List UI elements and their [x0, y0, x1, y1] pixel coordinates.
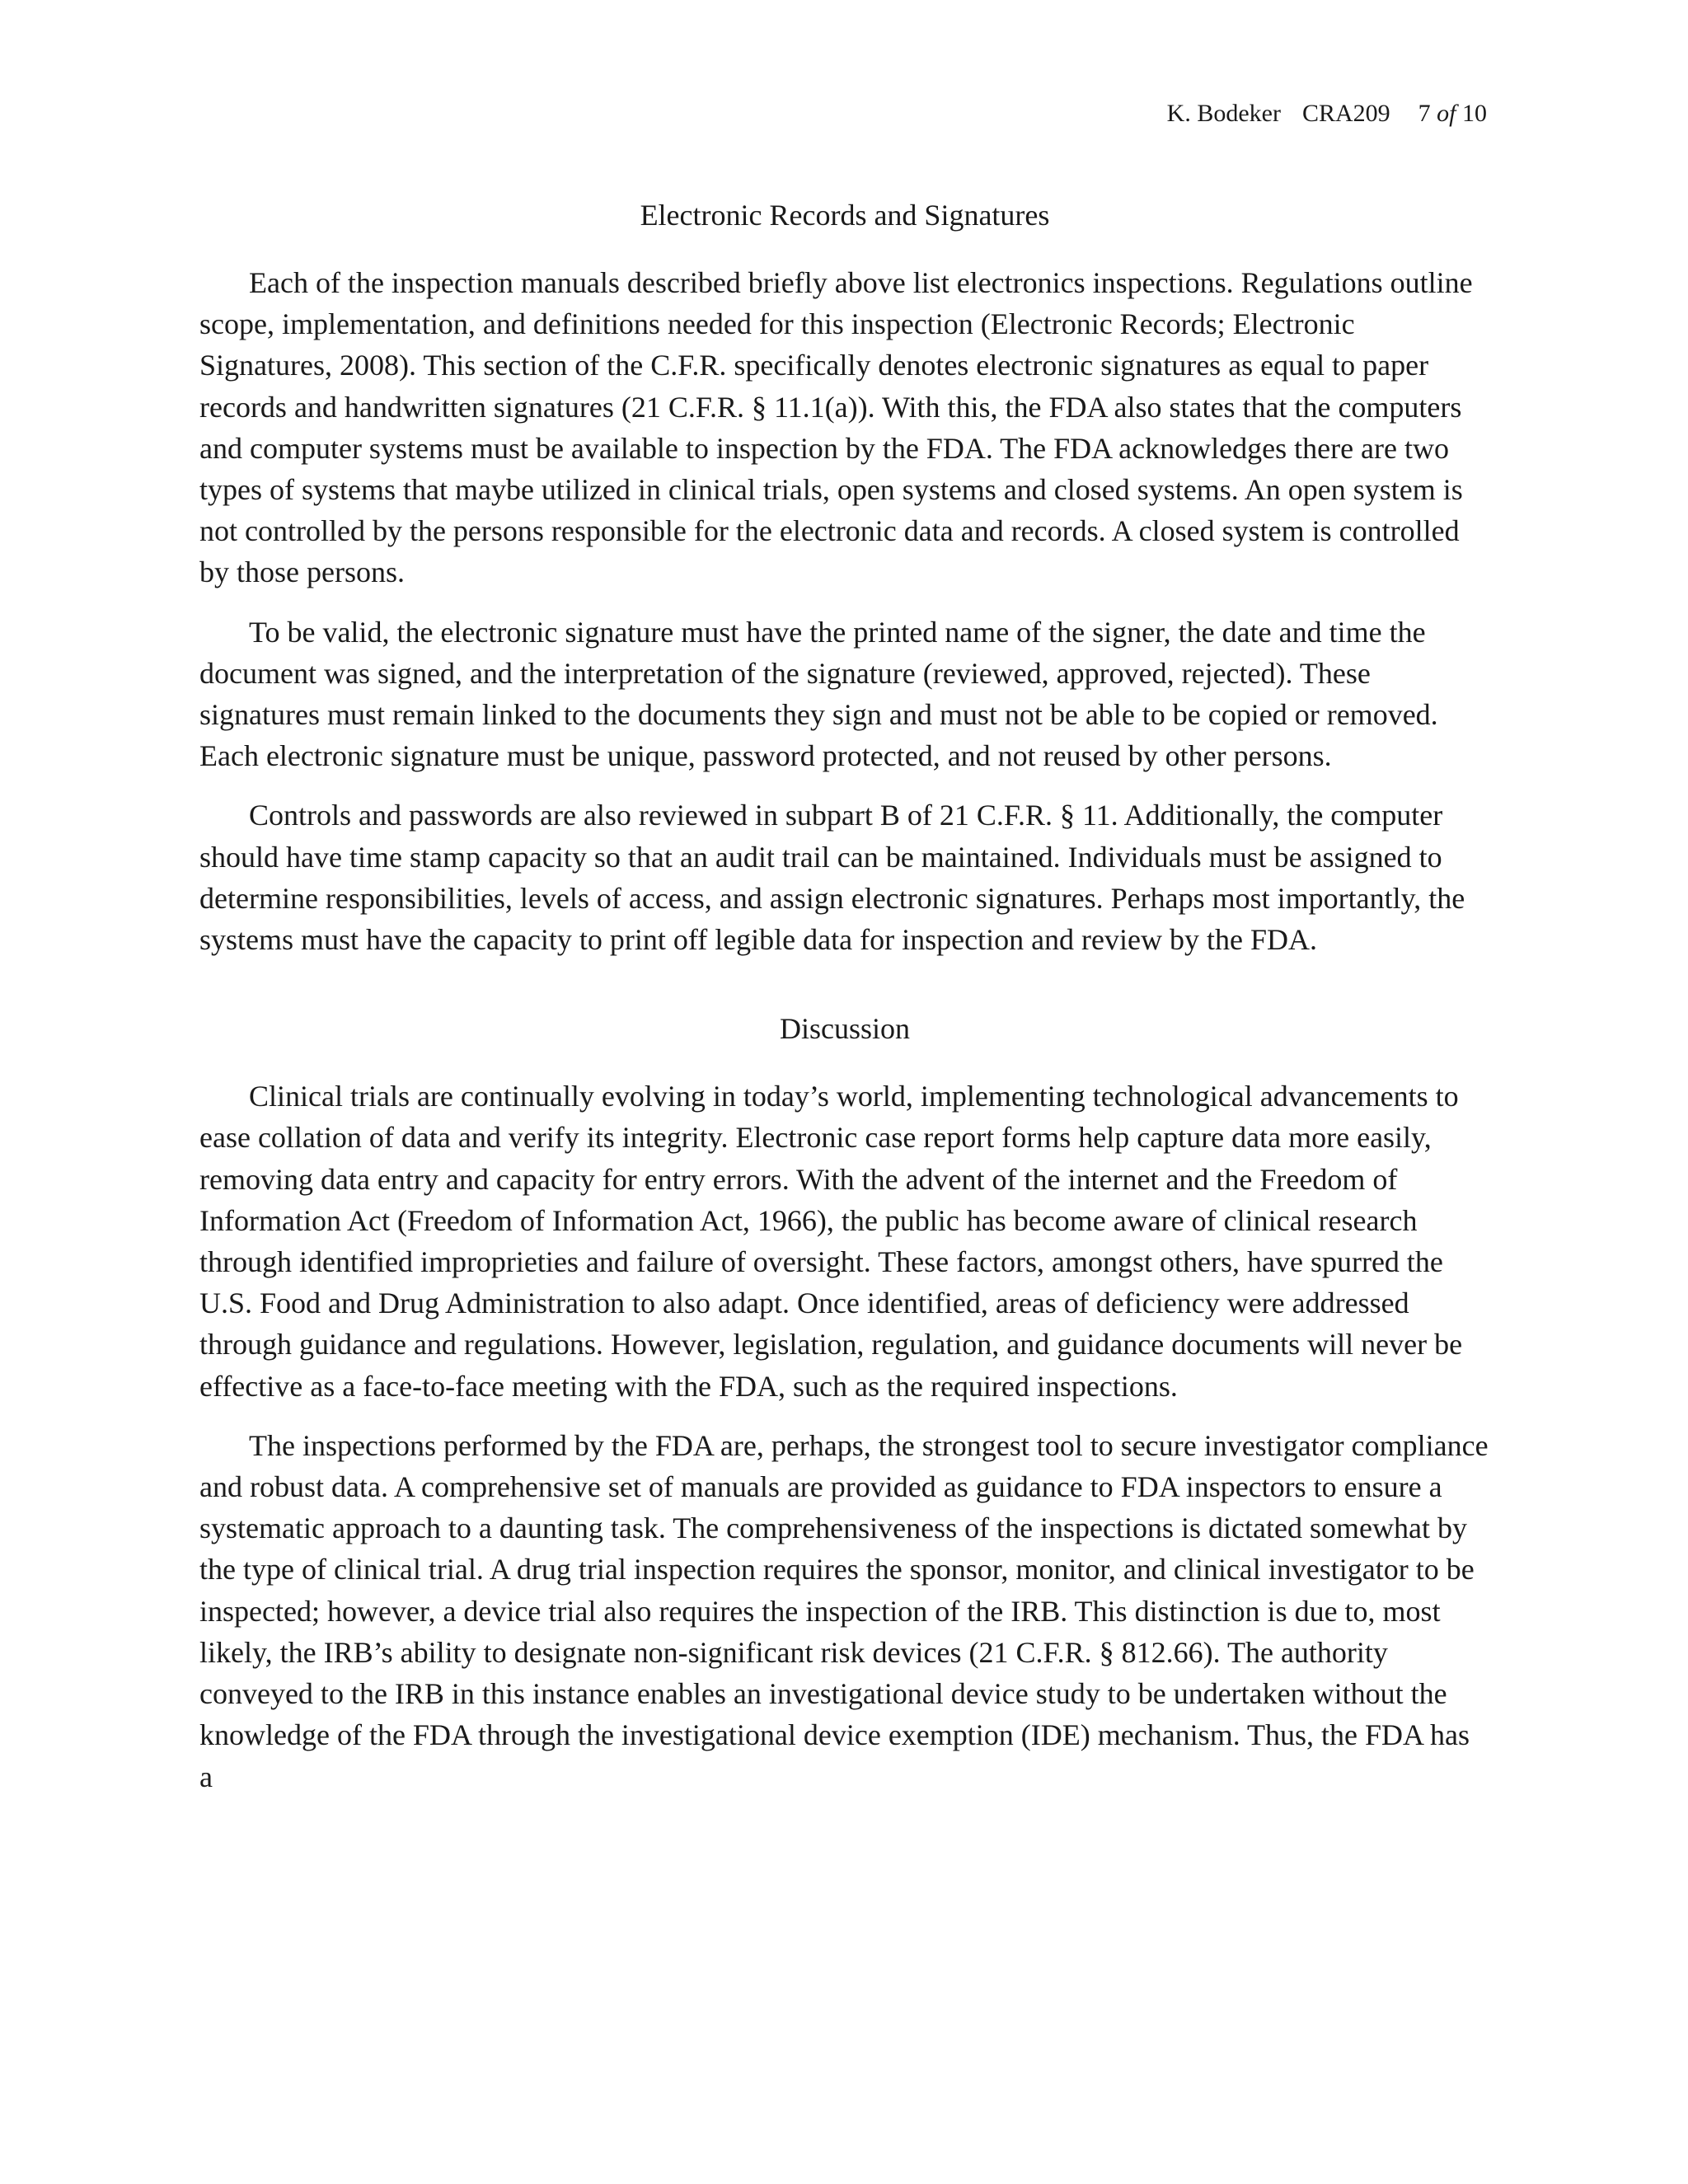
- paragraph: Controls and passwords are also reviewed in subpart B of 21 C.F.R. § 11. Additionally, the computer should have time stamp capacity so that an audit trail can be maintained. Individuals must be assigned to determine responsibilities, levels of access, and assign electronic signatures. Perhaps most importantly, the systems must have the capacity to print off legible data for inspection and review by the FDA.: [199, 799, 1465, 957]
- header-course: CRA209: [1301, 100, 1390, 127]
- paragraph: To be valid, the electronic signature must have the printed name of the signer, the date and time the document was signed, and the interpretation of the signature (reviewed, approved, rejected). These signatures must remain linked to the documents they sign and must not be able to be copied or removed. Each electronic signature must be unique, password protected, and not reused by other persons.: [199, 615, 1438, 773]
- header-page-number: 7: [1418, 100, 1431, 127]
- document-body: [199, 194, 1490, 1816]
- header-page-total: 10: [1462, 100, 1487, 127]
- header-page-of: of: [1437, 100, 1456, 127]
- paragraph: Clinical trials are continually evolving in today’s world, implementing technological advancements to ease collation of data and verify its integrity. Electronic case report forms help capture data more easily, removing data entry and capacity for entry errors. With the advent of the internet and the Freedom of Information Act (Freedom of Information Act, 1966), the public has become aware of clinical research through identified improprieties and failure of oversight. These factors, amongst others, have spurred the U.S. Food and Drug Administration to also adapt. Once identified, areas of deficiency were addressed through guidance and regulations. However, legislation, regulation, and guidance documents will never be effective as a face-to-face meeting with the FDA, such as the required inspections.: [199, 1080, 1463, 1403]
- running-header: [1167, 97, 1487, 130]
- paragraph: Each of the inspection manuals described briefly above list electronics inspections. Regulations outline scope, implementation, and definitions needed for this inspection (Electronic Records; Electronic Signatures, 2008). This section of the C.F.R. specifically denotes electronic signatures as equal to paper records and handwritten signatures (21 C.F.R. § 11.1(a)). With this, the FDA also states that the computers and computer systems must be available to inspection by the FDA. The FDA acknowledges there are two types of systems that maybe utilized in clinical trials, open systems and closed systems. An open system is not controlled by the persons responsible for the electronic data and records. A closed system is controlled by those persons.: [199, 266, 1473, 589]
- paragraph: The inspections performed by the FDA are, perhaps, the strongest tool to secure investigator compliance and robust data. A comprehensive set of manuals are provided as guidance to FDA inspectors to ensure a systematic approach to a daunting task. The comprehensiveness of the inspections is dictated somewhat by the type of clinical trial. A drug trial inspection requires the sponsor, monitor, and clinical investigator to be inspected; however, a device trial also requires the inspection of the IRB. This distinction is due to, most likely, the IRB’s ability to designate non-significant risk devices (21 C.F.R. § 812.66). The authority conveyed to the IRB in this instance enables an investigational device study to be undertaken without the knowledge of the FDA through the investigational device exemption (IDE) mechanism. Thus, the FDA has a: [199, 1428, 1489, 1793]
- header-author: K. Bodeker: [1166, 100, 1281, 127]
- section-heading-electronic-records: Electronic Records and Signatures: [640, 199, 1050, 232]
- section-heading-discussion: Discussion: [779, 1012, 910, 1046]
